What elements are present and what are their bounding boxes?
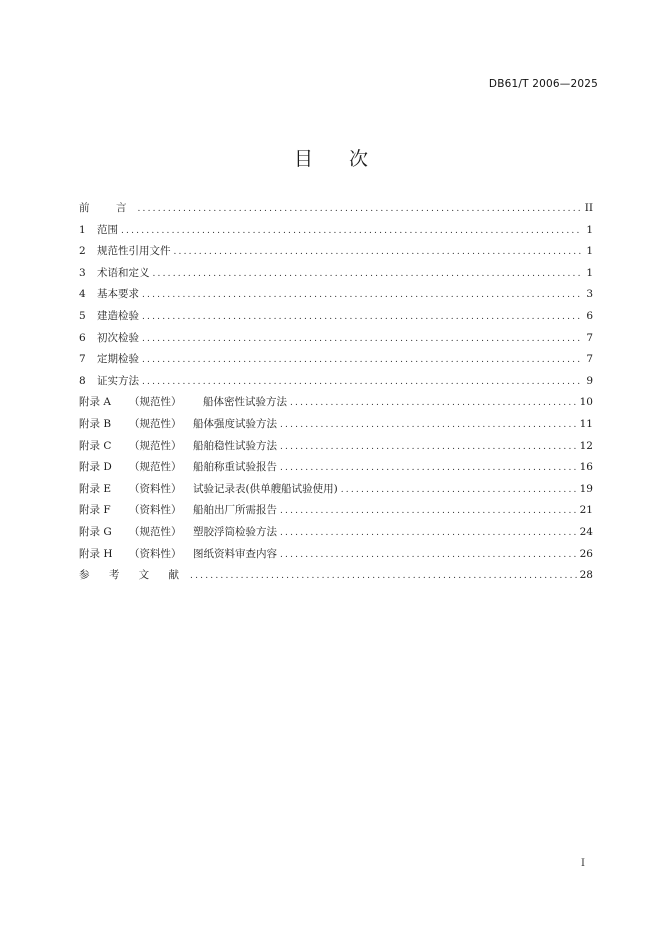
- toc-entry-page: 28: [579, 569, 593, 582]
- toc-entry-title: 试验记录表(供单艘船试验使用): [193, 482, 338, 495]
- toc-entry-page: 1: [586, 266, 593, 279]
- document-code: DB61/T 2006—2025: [488, 78, 598, 90]
- toc-entry-page: 3: [586, 288, 593, 301]
- toc-entry-title: 船舶出厂所需报告: [193, 504, 277, 517]
- toc-entry-title: 范围: [97, 223, 118, 236]
- dot-leader: [280, 545, 577, 567]
- toc-entry-page: 6: [586, 309, 593, 322]
- toc-entry-page: 10: [579, 396, 593, 409]
- toc-entry-annex-kind: （资料性）: [129, 547, 182, 560]
- toc-entry-clause-1[interactable]: [79, 220, 593, 242]
- dot-leader: [280, 501, 577, 523]
- dot-leader: [290, 393, 577, 415]
- toc-entry-bibliography[interactable]: [79, 565, 593, 587]
- table-of-contents: [79, 198, 593, 587]
- toc-entry-annex-id: 附录 D: [79, 461, 112, 474]
- toc-entry-annex-id: 附录 G: [79, 525, 112, 538]
- dot-leader: [341, 480, 577, 502]
- toc-entry-annex-a[interactable]: [79, 392, 593, 414]
- dot-leader: [280, 437, 577, 459]
- toc-entry-number: 7: [79, 353, 86, 366]
- toc-entry-annex-d[interactable]: [79, 457, 593, 479]
- dot-leader: [142, 329, 582, 351]
- toc-entry-number: 5: [79, 309, 86, 322]
- toc-entry-annex-kind: （资料性）: [129, 504, 182, 517]
- toc-entry-annex-h[interactable]: [79, 544, 593, 566]
- toc-entry-page: 19: [579, 482, 593, 495]
- page-title: [0, 144, 662, 171]
- dot-leader: [142, 285, 582, 307]
- toc-entry-number: 3: [79, 266, 86, 279]
- toc-entry-number: 2: [79, 245, 86, 258]
- dot-leader: [138, 199, 582, 221]
- toc-entry-title: 术语和定义: [97, 266, 150, 279]
- toc-entry-annex-kind: （规范性）: [129, 417, 182, 430]
- toc-entry-annex-id: 附录 F: [79, 504, 111, 517]
- dot-leader: [174, 242, 583, 264]
- toc-entry-clause-3[interactable]: [79, 263, 593, 285]
- dot-leader: [190, 566, 577, 588]
- toc-entry-title: 船舶称重试验报告: [193, 461, 277, 474]
- toc-entry-clause-6[interactable]: [79, 328, 593, 350]
- toc-entry-annex-id: 附录 E: [79, 482, 112, 495]
- toc-entry-title: 塑胶浮筒检验方法: [193, 525, 277, 538]
- toc-entry-page: 16: [579, 461, 593, 474]
- toc-entry-title: 图纸资料审查内容: [193, 547, 277, 560]
- dot-leader: [142, 372, 582, 394]
- toc-entry-annex-b[interactable]: [79, 414, 593, 436]
- toc-entry-page: 7: [586, 331, 593, 344]
- page-number: I: [581, 858, 585, 869]
- toc-entry-title: 建造检验: [97, 309, 139, 322]
- toc-entry-page: 26: [579, 547, 593, 560]
- page-title-part1: 目: [293, 148, 313, 170]
- dot-leader: [280, 415, 577, 437]
- toc-entry-title: 证实方法: [97, 374, 139, 387]
- toc-entry-page: II: [584, 202, 593, 214]
- dot-leader: [142, 307, 582, 329]
- toc-entry-foreword[interactable]: [79, 198, 593, 220]
- toc-entry-page: 1: [586, 245, 593, 258]
- toc-entry-annex-kind: （资料性）: [129, 482, 182, 495]
- dot-leader: [142, 350, 582, 372]
- toc-entry-title: 前 言: [79, 202, 135, 214]
- page-title-part2: 次: [349, 148, 369, 170]
- dot-leader: [121, 221, 582, 243]
- toc-entry-annex-kind: （规范性）: [129, 525, 182, 538]
- toc-entry-annex-id: 附录 A: [79, 396, 111, 409]
- toc-entry-page: 24: [579, 525, 593, 538]
- dot-leader: [153, 264, 583, 286]
- toc-entry-page: 21: [579, 504, 593, 517]
- dot-leader: [280, 523, 577, 545]
- toc-entry-number: 4: [79, 288, 86, 301]
- toc-entry-annex-e[interactable]: [79, 479, 593, 501]
- toc-entry-page: 1: [586, 223, 593, 236]
- toc-entry-title: 初次检验: [97, 331, 139, 344]
- toc-entry-title: 船体强度试验方法: [193, 417, 277, 430]
- toc-entry-annex-id: 附录 H: [79, 547, 113, 560]
- toc-entry-annex-id: 附录 C: [79, 439, 112, 452]
- toc-entry-title: 规范性引用文件: [97, 245, 171, 258]
- toc-entry-clause-2[interactable]: [79, 241, 593, 263]
- toc-entry-page: 7: [586, 353, 593, 366]
- toc-entry-page: 11: [579, 417, 593, 430]
- toc-entry-clause-7[interactable]: [79, 349, 593, 371]
- toc-entry-title: 基本要求: [97, 288, 139, 301]
- toc-entry-annex-kind: （规范性）: [129, 461, 182, 474]
- toc-entry-annex-id: 附录 B: [79, 417, 112, 430]
- toc-entry-annex-kind: （规范性）: [129, 439, 182, 452]
- toc-entry-annex-f[interactable]: [79, 500, 593, 522]
- toc-entry-page: 9: [586, 374, 593, 387]
- toc-entry-annex-g[interactable]: [79, 522, 593, 544]
- toc-entry-annex-c[interactable]: [79, 436, 593, 458]
- toc-entry-number: 6: [79, 331, 86, 344]
- toc-entry-clause-5[interactable]: [79, 306, 593, 328]
- dot-leader: [280, 458, 577, 480]
- toc-entry-title: 船体密性试验方法: [203, 396, 287, 409]
- toc-entry-number: 1: [79, 223, 86, 236]
- toc-entry-annex-kind: （规范性）: [129, 396, 182, 409]
- toc-entry-title: 定期检验: [97, 353, 139, 366]
- toc-entry-page: 12: [579, 439, 593, 452]
- toc-entry-clause-8[interactable]: [79, 371, 593, 393]
- toc-entry-clause-4[interactable]: [79, 284, 593, 306]
- toc-entry-title: 船舶稳性试验方法: [193, 439, 277, 452]
- toc-entry-title: 参 考 文 献: [79, 569, 188, 582]
- toc-entry-number: 8: [79, 374, 86, 387]
